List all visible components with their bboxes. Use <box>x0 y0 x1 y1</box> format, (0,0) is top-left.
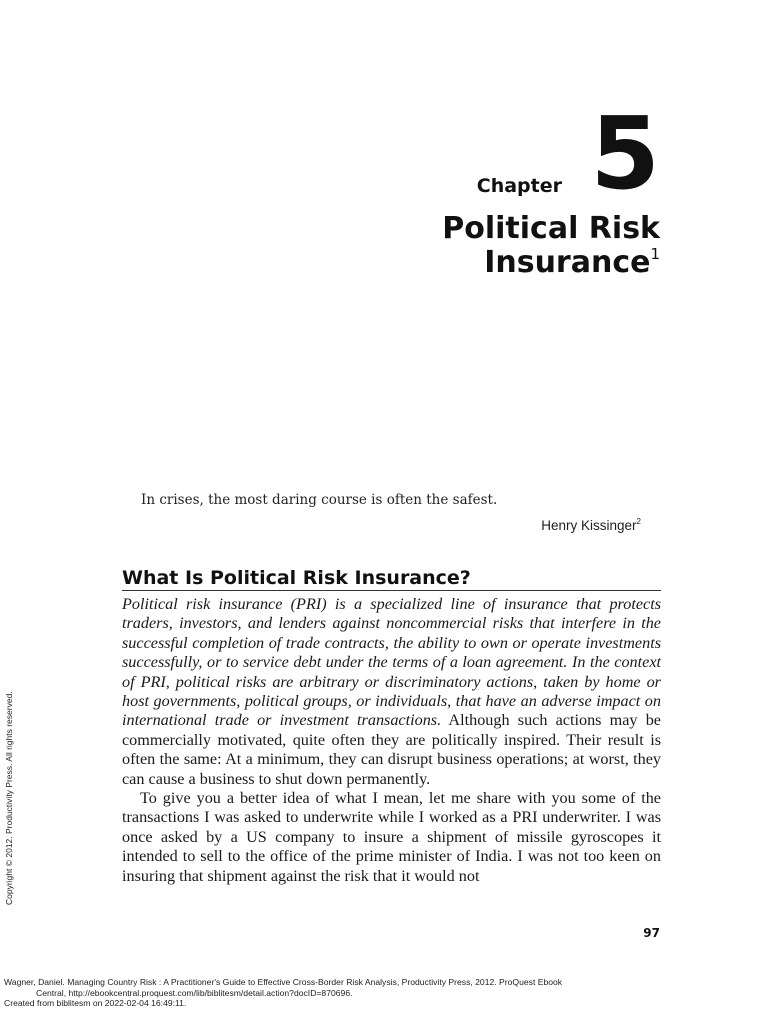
citation-line-2[interactable]: Central, http://ebookcentral.proquest.com/lib/biblitesm/detail.action?docID=870696. <box>36 987 353 998</box>
citation-line-3: Created from biblitesm on 2022-02-04 16:49:11. <box>4 998 187 1008</box>
chapter-title-footnote-ref[interactable]: 1 <box>650 245 660 263</box>
paragraph-1-italic: Political risk insurance (PRI) is a specialized line of insurance that protects traders, investors, and lenders against noncommercial risks that interfere in the successful completion of trade contracts, the ability to own or operate investments successfully, or to service debt under the terms of a loan agreement. In the context of PRI, political risks are arbitrary or discriminatory actions, taken by home or host governments, political groups, or individuals, that have an adverse impact on international trade or investment transactions. <box>122 595 661 730</box>
epigraph-author <box>541 518 641 533</box>
page-number: 97 <box>643 926 660 940</box>
citation-line-1: Wagner, Daniel. Managing Country Risk : A Practitioner's Guide to Effective Cross-Border Risk Analysis, Productivity Press, 2012. ProQuest Ebook <box>4 977 563 987</box>
epigraph-footnote-ref[interactable]: 2 <box>636 517 641 526</box>
copyright-notice: Copyright © 2012. Productivity Press. All rights reserved. <box>4 691 14 905</box>
epigraph-quote: In crises, the most daring course is often the safest. <box>141 492 498 508</box>
chapter-title <box>300 212 660 280</box>
section-heading: What Is Political Risk Insurance? <box>122 566 661 591</box>
citation-footer <box>4 977 764 1009</box>
chapter-label: Chapter <box>476 175 562 197</box>
paragraph-1-rest: Although such actions may be commercially motivated, quite often they are politically inspired. Their result is often the same: At a minimum, they can disrupt business operations; at worst, they can cause a business to shut down permanently. <box>122 711 661 788</box>
paragraph-1 <box>122 595 661 789</box>
body-text <box>122 595 661 886</box>
chapter-number: 5 <box>590 95 660 212</box>
chapter-title-line2-text: Insurance <box>484 245 651 280</box>
paragraph-2: To give you a better idea of what I mean, let me share with you some of the transactions I was asked to underwrite while I worked as a PRI underwriter. I was once asked by a US company to insure a shipment of missile gyroscopes it intended to sell to the office of the prime minister of India. I was not too keen on insuring that shipment against the risk that it would not <box>122 789 661 885</box>
epigraph-author-name: Henry Kissinger <box>541 518 637 533</box>
chapter-title-line1: Political Risk <box>442 211 660 246</box>
chapter-title-line2 <box>300 246 660 280</box>
